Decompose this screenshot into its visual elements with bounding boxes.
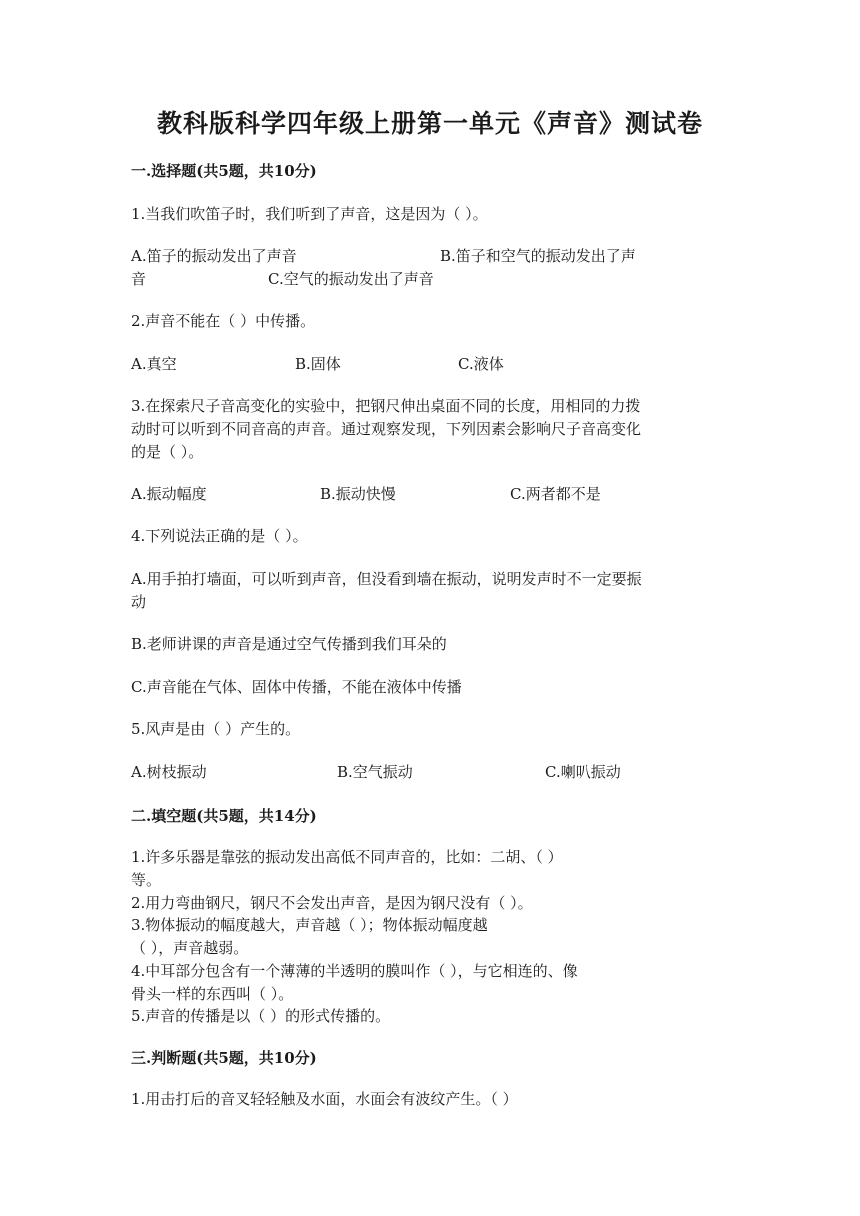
fill-question-text: 骨头一样的东西叫（ ）。 [131,985,294,1003]
option-text: A.树枝振动 [131,763,207,781]
option-text: C.声音能在气体、固体中传播，不能在液体中传播 [131,678,462,696]
fill-question-text: （ ），声音越弱。 [131,939,249,957]
question-text: 1.当我们吹笛子时，我们听到了声音，这是因为（ ）。 [131,205,488,223]
fill-question-text: 4.中耳部分包含有一个薄薄的半透明的膜叫作（ ），与它相连的、像 [131,962,578,980]
question-text: 5.风声是由（ ）产生的。 [131,720,301,738]
question-text: 4.下列说法正确的是（ ）。 [131,527,308,545]
question-text: 2.声音不能在（ ）中传播。 [131,312,316,330]
option-text: C.空气的振动发出了声音 [268,270,434,288]
option-text: B.老师讲课的声音是通过空气传播到我们耳朵的 [131,635,447,653]
option-text: B.笛子和空气的振动发出了声 [440,247,636,265]
option-text: A.振动幅度 [131,485,207,503]
option-text: A.用手拍打墙面，可以听到声音，但没看到墙在振动，说明发声时不一定要振 [131,570,642,588]
option-text: A.真空 [131,355,177,373]
section-heading-choice: 一.选择题(共5题，共10分) [131,162,317,180]
fill-question-text: 等。 [131,871,162,889]
fill-question-text: 1.许多乐器是靠弦的振动发出高低不同声音的，比如：二胡、（ ） [131,848,563,866]
option-text: C.两者都不是 [510,485,601,503]
option-text: C.喇叭振动 [545,763,621,781]
section-heading-fill: 二.填空题(共5题，共14分) [131,807,317,825]
fill-question-text: 2.用力弯曲钢尺，钢尺不会发出声音，是因为钢尺没有（ ）。 [131,894,533,912]
section-heading-judge: 三.判断题(共5题，共10分) [131,1049,317,1067]
option-text: A.笛子的振动发出了声音 [131,247,297,265]
option-text: 音 [131,270,147,288]
judge-question-text: 1.用击打后的音叉轻轻触及水面，水面会有波纹产生。（ ） [131,1090,518,1108]
option-text: 动 [131,593,147,611]
option-text: B.空气振动 [337,763,413,781]
question-text: 的是（ ）。 [131,443,204,461]
fill-question-text: 3.物体振动的幅度越大，声音越（ ）；物体振动幅度越 [131,916,488,934]
page-title: 教科版科学四年级上册第一单元《声音》测试卷 [156,109,703,138]
option-text: B.固体 [295,355,341,373]
fill-question-text: 5.声音的传播是以（ ）的形式传播的。 [131,1007,391,1025]
option-text: B.振动快慢 [320,485,396,503]
question-text: 动时可以听到不同音高的声音。通过观察发现，下列因素会影响尺子音高变化 [131,420,642,438]
question-text: 3.在探索尺子音高变化的实验中，把钢尺伸出桌面不同的长度，用相同的力拨 [131,397,641,415]
option-text: C.液体 [458,355,504,373]
